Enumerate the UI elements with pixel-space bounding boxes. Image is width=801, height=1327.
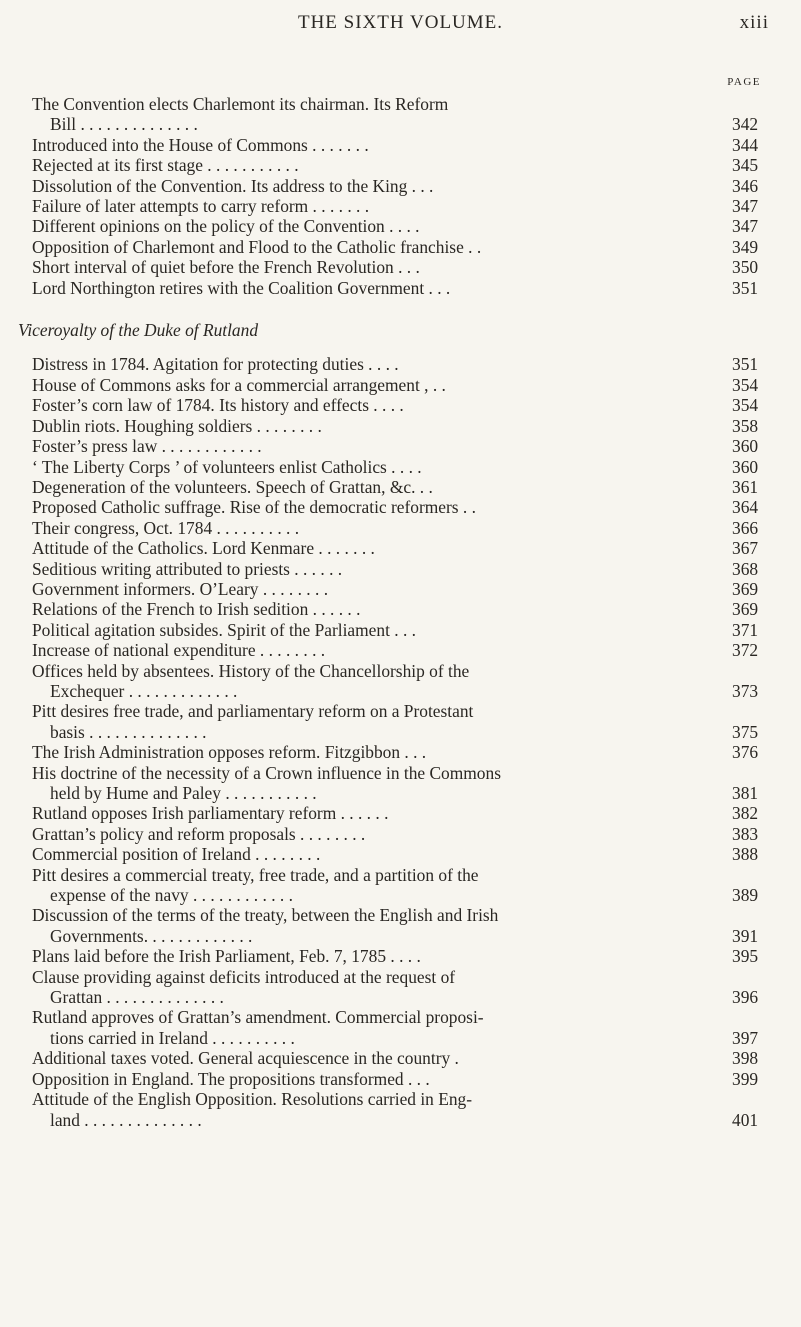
entry-text: Short interval of quiet before the French Revolution . . . (32, 257, 420, 278)
contents-entry (32, 599, 772, 619)
entry-page-number: 397 (732, 1027, 759, 1048)
entry-text: ‘ The Liberty Corps ’ of volunteers enlist Catholics . . . . (32, 456, 422, 477)
entry-text: The Irish Administration opposes reform. Fitzgibbon . . . (32, 742, 427, 763)
contents-entry (32, 844, 772, 864)
entry-page-number: 368 (732, 558, 759, 579)
entry-text: Pitt desires free trade, and parliamentary reform on a Protestant (32, 701, 474, 722)
entry-page-number: 371 (732, 619, 759, 640)
contents-entry (32, 905, 772, 946)
entry-text: Attitude of the Catholics. Lord Kenmare . . . . . . . (32, 538, 375, 559)
entry-page-number: 398 (732, 1048, 759, 1069)
entry-text: Seditious writing attributed to priests . . . . . . (32, 558, 343, 579)
entry-page-number: 369 (732, 599, 759, 620)
contents-entry (32, 196, 772, 216)
contents-entry (32, 640, 772, 660)
entry-text-continuation: Governments. . . . . . . . . . . . . (50, 925, 253, 946)
entry-text: Foster’s press law . . . . . . . . . . . . (32, 436, 262, 457)
contents-entry (32, 1007, 772, 1048)
entry-text-continuation: tions carried in Ireland . . . . . . . . . . (50, 1027, 295, 1048)
entry-text: Rejected at its first stage . . . . . . . . . . . (32, 155, 299, 176)
entry-page-number: 383 (732, 823, 759, 844)
contents-entry (32, 135, 772, 155)
entry-text: Attitude of the English Opposition. Resolutions carried in Eng- (32, 1089, 473, 1110)
entry-text: Commercial position of Ireland . . . . . . . . (32, 844, 321, 865)
entry-text: Different opinions on the policy of the Convention . . . . (32, 216, 420, 237)
entry-page-number: 360 (732, 456, 759, 477)
entry-text: Relations of the French to Irish sedition . . . . . . (32, 599, 361, 620)
contents-entry (32, 946, 772, 966)
entry-text-continuation: expense of the navy . . . . . . . . . . . . (50, 885, 293, 906)
contents-entry (32, 824, 772, 844)
entry-page-number: 388 (732, 844, 759, 865)
entry-page-number: 342 (732, 114, 759, 135)
contents-entry (32, 457, 772, 477)
entry-page-number: 399 (732, 1068, 759, 1089)
entry-text-continuation: Grattan . . . . . . . . . . . . . . (50, 987, 224, 1008)
entry-page-number: 361 (732, 476, 759, 497)
entry-text: Foster’s corn law of 1784. Its history and effects . . . . (32, 395, 404, 416)
entry-page-number: 372 (732, 640, 759, 661)
entry-text-continuation: land . . . . . . . . . . . . . . (50, 1109, 202, 1130)
contents-entry (32, 278, 772, 298)
contents-entry (32, 538, 772, 558)
entry-page-number: 360 (732, 436, 759, 457)
entry-text: Political agitation subsides. Spirit of the Parliament . . . (32, 619, 416, 640)
entry-text: Government informers. O’Leary . . . . . . . . (32, 578, 329, 599)
contents-entry (32, 354, 772, 374)
contents-entry (32, 257, 772, 277)
entry-text: Additional taxes voted. General acquiescence in the country . (32, 1048, 459, 1069)
contents-list (18, 94, 772, 1130)
contents-entry (32, 477, 772, 497)
entry-text: Dissolution of the Convention. Its address to the King . . . (32, 175, 434, 196)
entry-text: The Convention elects Charlemont its chairman. Its Reform (32, 94, 449, 114)
entry-text: Dublin riots. Houghing soldiers . . . . . . . . (32, 415, 322, 436)
entry-page-number: 367 (732, 538, 759, 559)
contents-entry (32, 216, 772, 236)
entry-page-number: 395 (732, 946, 759, 967)
entry-page-number: 346 (732, 175, 759, 196)
folio-number: xiii (739, 12, 769, 33)
contents-entry (32, 94, 772, 135)
entry-page-number: 373 (732, 680, 759, 701)
contents-entry (32, 620, 772, 640)
contents-entry (32, 1048, 772, 1068)
entry-page-number: 349 (732, 236, 759, 257)
entry-text: Their congress, Oct. 1784 . . . . . . . . . . (32, 517, 300, 538)
contents-entry (32, 742, 772, 762)
contents-entry (32, 579, 772, 599)
entry-page-number: 347 (732, 196, 759, 217)
entry-text: Pitt desires a commercial treaty, free trade, and a partition of the (32, 864, 479, 885)
entry-text-continuation: held by Hume and Paley . . . . . . . . . . . (50, 783, 317, 803)
entry-text: Grattan’s policy and reform proposals . . . . . . . . (32, 823, 366, 844)
entry-text: Rutland approves of Grattan’s amendment. Commercial proposi- (32, 1007, 484, 1028)
entry-page-number: 345 (732, 155, 759, 176)
contents-entry (32, 497, 772, 517)
section-heading: Viceroyalty of the Duke of Rutland (18, 320, 259, 341)
entry-page-number: 381 (732, 783, 759, 803)
entry-text-continuation: Bill . . . . . . . . . . . . . . (50, 114, 198, 135)
entry-text: Plans laid before the Irish Parliament, Feb. 7, 1785 . . . . (32, 946, 421, 967)
entry-text: Offices held by absentees. History of the Chancellorship of the (32, 660, 470, 681)
entry-text: Increase of national expenditure . . . . . . . . (32, 640, 326, 661)
entry-page-number: 369 (732, 578, 759, 599)
entry-text: Failure of later attempts to carry reform . . . . . . . (32, 196, 370, 217)
contents-group-rutland (32, 354, 772, 1129)
contents-entry (32, 518, 772, 538)
entry-text: Distress in 1784. Agitation for protecting duties . . . . (32, 354, 399, 375)
entry-text: Clause providing against deficits introduced at the request of (32, 966, 456, 987)
entry-page-number: 391 (732, 925, 759, 946)
entry-text: Opposition of Charlemont and Flood to the Catholic franchise . . (32, 236, 482, 257)
running-title: THE SIXTH VOLUME. (297, 12, 504, 33)
contents-entry (32, 375, 772, 395)
contents-entry (32, 1089, 772, 1130)
contents-entry (32, 661, 772, 702)
page-header (0, 12, 801, 42)
contents-entry (32, 176, 772, 196)
entry-text: House of Commons asks for a commercial arrangement , . . (32, 374, 446, 395)
entry-text: His doctrine of the necessity of a Crown influence in the Commons (32, 762, 501, 783)
entry-page-number: 401 (732, 1109, 759, 1130)
page-column-label: PAGE (727, 76, 761, 88)
contents-entry (32, 436, 772, 456)
entry-text: Opposition in England. The propositions transformed . . . (32, 1068, 430, 1089)
entry-text: Degeneration of the volunteers. Speech of Grattan, &c. . . (32, 476, 433, 497)
entry-page-number: 389 (732, 885, 759, 906)
entry-text-continuation: basis . . . . . . . . . . . . . . (50, 721, 207, 742)
entry-text: Introduced into the House of Commons . . . . . . . (32, 134, 369, 155)
contents-entry (32, 416, 772, 436)
entry-page-number: 396 (732, 987, 759, 1008)
entry-page-number: 347 (732, 216, 759, 237)
entry-text: Discussion of the terms of the treaty, between the English and Irish (32, 905, 499, 926)
entry-page-number: 376 (732, 742, 759, 763)
entry-page-number: 366 (732, 517, 759, 538)
entry-page-number: 354 (732, 374, 759, 395)
entry-page-number: 344 (732, 134, 759, 155)
contents-group-convention (32, 94, 772, 298)
entry-page-number: 364 (732, 497, 759, 518)
contents-entry (32, 237, 772, 257)
contents-entry (32, 1069, 772, 1089)
contents-entry (32, 763, 772, 804)
entry-page-number: 382 (732, 803, 759, 824)
contents-entry (32, 701, 772, 742)
entry-text-continuation: Exchequer . . . . . . . . . . . . . (50, 680, 238, 701)
contents-entry (32, 865, 772, 906)
contents-entry (32, 395, 772, 415)
entry-text: Lord Northington retires with the Coalition Government . . . (32, 277, 451, 298)
contents-entry (32, 559, 772, 579)
entry-page-number: 351 (732, 354, 759, 375)
contents-entry (32, 803, 772, 823)
entry-page-number: 354 (732, 395, 759, 416)
entry-page-number: 375 (732, 721, 759, 742)
entry-text: Proposed Catholic suffrage. Rise of the democratic reformers . . (32, 497, 476, 518)
entry-page-number: 350 (732, 257, 759, 278)
entry-page-number: 351 (732, 277, 759, 298)
entry-page-number: 358 (732, 415, 759, 436)
contents-entry (32, 967, 772, 1008)
contents-entry (32, 155, 772, 175)
entry-text: Rutland opposes Irish parliamentary reform . . . . . . (32, 803, 389, 824)
